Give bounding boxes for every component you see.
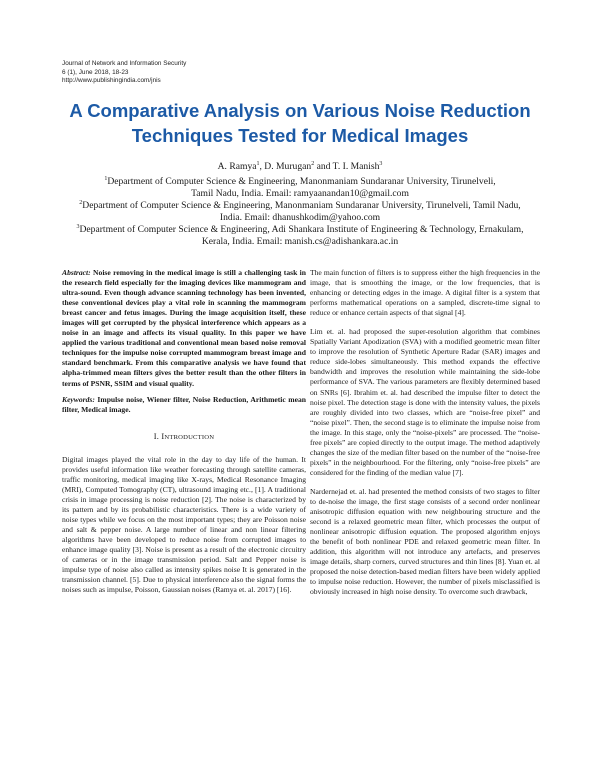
abstract-text: Noise removing in the medical image is still a challenging task in the research field especially for the imaging devices like mammogram and ultra-sound. Even though advance scanning technology has been invented, these conventional devices play a vital role in scanning the mammogram breast cancer and fetus images. During the image acquisition itself, these images will get corrupted by the physical interference which appears as a noise in an image and affects its visual quality. In this paper we have applied the various traditional and conventional mean based noise removal techniques for the impulse noise corrupted mammogram breast image and standard benchmark. From this comparative analysis we have found that alpha-trimmed mean filters gives the better result than the other filters in terms of PSNR, SSIM and visual quality. — [62, 268, 306, 388]
affiliation-2-email: India. Email: dhanushkodim@yahoo.com — [219, 212, 381, 223]
paragraph-nardernejad: Nardernejad et. al. had presented the method consists of two stages to filter to de-noise the image, the first stage consists of a second order nonlinear anisotropic diffusion equation with new neighbouring structure and the second is a relaxed geometric mean filter, which processes the output of nonlinear anisotropic diffusion equation. The proposed algorithm enjoys the benefit of both nonlinear PDE and relaxed geometric mean filter. In addition, this algorithm will not introduce any artefacts, and preserves image details, sharp corners, curved structures and thin lines [8]. Yuan et. al proposed the noise detection-based median filters have been widely applied to impulse noise reduction. However, the number of pixels misclassified is obviously increased in high noise density. To overcome such drawback, — [310, 486, 540, 597]
author-block — [60, 161, 540, 248]
right-column — [310, 268, 540, 597]
journal-name: Journal of Network and Information Security — [62, 60, 187, 67]
keywords-label: Keywords: — [62, 394, 95, 404]
title-line-2: Techniques Tested for Medical Images — [131, 125, 469, 146]
paragraph-filters: The main function of filters is to suppress either the high frequencies in the image, that is smoothing the image, or the low frequencies, that is enhancing or detecting edges in the image. A digital filter is a system that performs mathematical operations on a sampled, discrete-time signal to reduce or enhance certain aspects of that signal [4]. — [310, 268, 540, 318]
journal-url[interactable]: http://www.publishingindia.com/jnis — [62, 77, 161, 85]
paragraph-lim: Lim et. al. had proposed the super-resolution algorithm that combines Spatially Variant Apodization (SVA) with a modified geometric mean filter to improve the resolution of Synthetic Aperture Radar (SAR) images and reduce side-lobes simultaneously. This method expands the effective bandwidth and improves the resolution while maintaining the side-lobe performance of SVA. The various parameters are flexibly determined based on SNRs [6]. Ibrahim et. al. had described the impulse filter to detect the noise pixel. The detection stage is done with the intensity values, the pixels are roughly divided into two classes, which are “noise-free pixel” and “noise pixel”. Then, the second stage is to eliminate the impulse noise from the image. In this stage, only the “noise-pixels” are processed. The “noise-free pixels” are copied directly to the output image. The method adaptively changes the size of the median filter based on the number of the “noise-free pixels” in the neighbourhood. For the filtering, only “noise-free pixels” are considered for the finding of the median value [7]. — [310, 327, 540, 477]
intro-paragraph: Digital images played the vital role in the day to day life of the human. It provides useful information like weather forecasting through satellite cameras, traffic monitoring, medical imaging like X-rays, Medical Resonance Imaging (MRI), Computed Tomography (CT), ultrasound imaging etc., [1]. A traditional crisis in image processing is noise reduction [2]. The noise is characterized by its pattern and by its probabilistic characteristics. There is a wide variety of noise types while we focus on the most important types; they are Poisson noise and salt & pepper noise. A large number of linear and non linear filtering algorithms have been developed to reduce noise from corrupted images to enhance image quality [3]. Noise is present as a result of the electronic circuitry of cameras or in the image transmission period. Salt and Pepper noise is impulse type of noise also called as intensity spikes noise It is generated in the transmission channel. [5]. Due to physical interference also the signal forms the noises such as impulse, Poisson, Gaussian noises (Ramya et. al. 2017) [16]. — [62, 454, 306, 595]
affiliation-3-email: Kerala, India. Email: manish.cs@adishankara.ac.in — [201, 236, 399, 247]
journal-header — [62, 60, 186, 86]
affiliation-1: $^1$Department of Computer Science & Engineering, Manonmaniam Sundaranar University, Tirunelveli, — [104, 175, 496, 187]
paper-title — [40, 98, 560, 148]
keywords — [62, 395, 306, 415]
title-line-1: A Comparative Analysis on Various Noise Reduction — [69, 100, 531, 121]
abstract — [62, 268, 306, 389]
journal-issue: 6 (1), June 2018, 18-23 — [62, 68, 129, 76]
author-names: A. Ramya$^1$, D. Murugan$^2$ and T. I. Manish$^3$ — [217, 160, 383, 172]
left-column — [62, 268, 306, 595]
affiliation-2: $^2$Department of Computer Science & Engineering, Manonmaniam Sundaranar University, Tirunelveli, Tamil Nadu, — [79, 199, 521, 211]
abstract-label: Abstract: — [62, 268, 91, 277]
keywords-text: Impulse noise, Wiener filter, Noise Reduction, Arithmetic mean filter, Medical image. — [62, 394, 306, 414]
affiliation-3: $^3$Department of Computer Science & Engineering, Adi Shankara Institute of Engineering & Technology, Ernakulam, — [76, 223, 524, 235]
section-heading-introduction: I. INTRODUCTION — [153, 431, 215, 441]
affiliation-1-email: Tamil Nadu, India. Email: ramyaanandan10@gmail.com — [191, 188, 409, 199]
